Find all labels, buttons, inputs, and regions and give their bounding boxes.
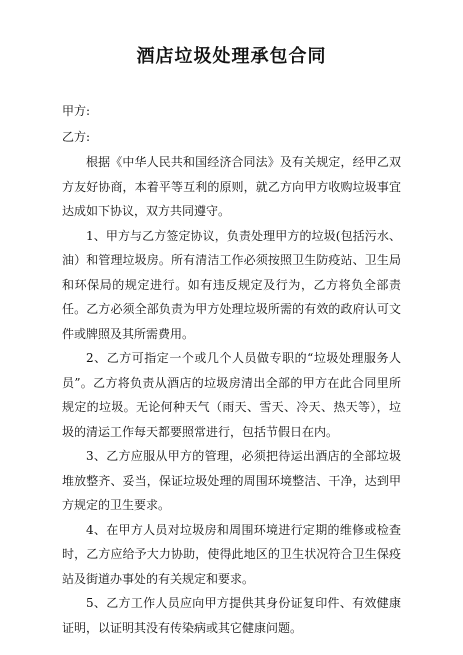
clause-1-paragraph: 1、甲方与乙方签定协议，负责处理甲方的垃圾(包括污水、油）和管理垃圾房。所有清洁工作必须按照卫生防疫站、卫生局和环保局的规定进行。如有违反规定及行为，乙方将负全部责任。乙方必须全部负责为甲方处理垃圾所需的有效的政府认可文件或牌照及其所需费用。	[62, 228, 401, 341]
clause-3-paragraph: 3、乙方应服从甲方的管理，必须把待运出酒店的全部垃圾堆放整齐、妥当，保证垃圾处理的周围环境整洁、干净，达到甲方规定的卫生要求。	[62, 449, 401, 512]
preamble-paragraph: 根据《中华人民共和国经济合同法》及有关规定，经甲乙双方友好协商，本着平等互利的原则，就乙方向甲方收购垃圾事宜达成如下协议，双方共同遵守。	[62, 155, 401, 218]
clause-4-paragraph: 4、在甲方人员对垃圾房和周围环境进行定期的维修或检查时，乙方应给予大力协助，使得此地区的卫生状况符合卫生保疫站及街道办事处的有关规定和要求。	[62, 522, 401, 586]
clause-5-paragraph: 5、乙方工作人员应向甲方提供其身份证复印件、有效健康证明，以证明其没有传染病或其它健康问题。	[62, 596, 401, 635]
party-a-label: 甲方:	[62, 104, 91, 118]
clause-2-paragraph: 2、乙方可指定一个或几个人员做专职的“垃圾处理服务人员”。乙方将负责从酒店的垃圾房清出全部的甲方在此合同里所规定的垃圾。无论何种天气（雨天、雪天、冷天、热天等），垃圾的清运工作每天都要照常进行，包括节假日在内。	[62, 351, 401, 439]
party-b-label: 乙方:	[62, 130, 91, 144]
document-title: 酒店垃圾处理承包合同	[136, 46, 327, 67]
